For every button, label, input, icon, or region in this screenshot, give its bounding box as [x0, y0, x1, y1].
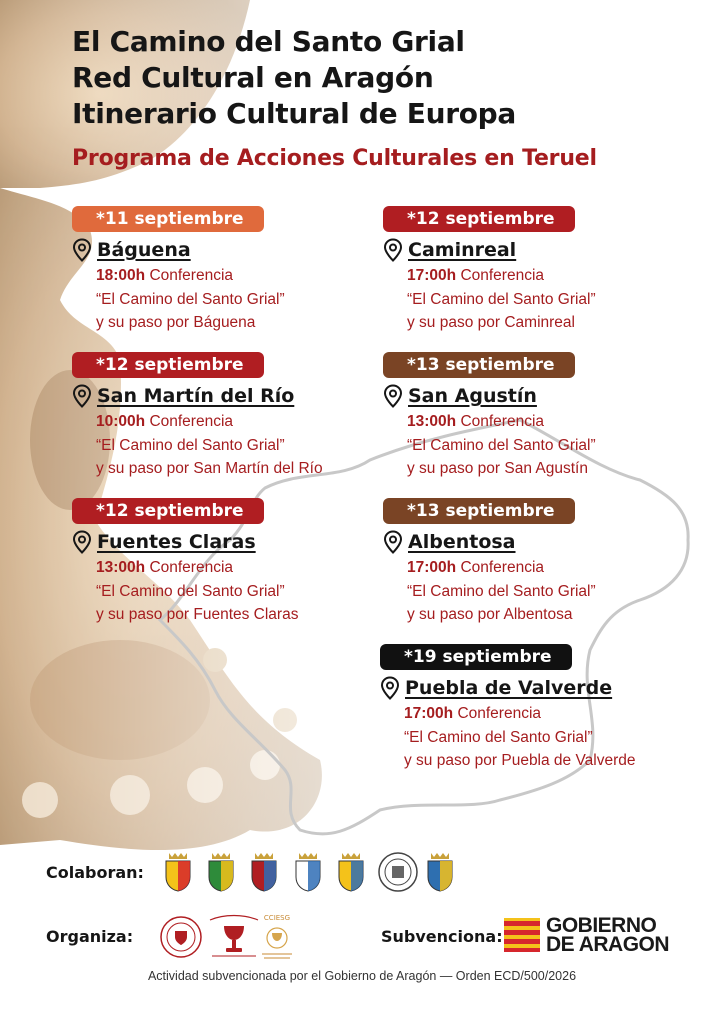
colaboran-label: Colaboran:: [46, 863, 144, 882]
event-time: 17:00h: [407, 559, 457, 576]
gobierno-de-aragon-logo: [504, 916, 669, 954]
event-location: [72, 236, 402, 264]
event-talk-title: “El Camino del Santo Grial”: [96, 436, 285, 454]
gov-logo-line1: GOBIERNO: [546, 914, 657, 937]
gov-logo-line2: DE ARAGON: [546, 933, 670, 956]
event-talk-subtitle: y su paso por Caminreal: [407, 314, 575, 331]
event-type: Conferencia: [149, 559, 234, 576]
map-pin-icon: [380, 676, 400, 700]
event-place-name: San Agustín: [408, 385, 537, 407]
event-talk-subtitle: y su paso por San Agustín: [407, 460, 588, 477]
event-location: [72, 528, 402, 556]
event-time-line: [407, 556, 713, 580]
map-pin-icon: [383, 238, 403, 262]
round-seal-icon: [377, 851, 419, 893]
event-date-badge: *13 septiembre: [383, 498, 575, 524]
event-talk-subtitle: y su paso por Puebla de Valverde: [404, 752, 636, 769]
ccesg-logo-icon: [258, 912, 296, 962]
map-pin-icon: [72, 238, 92, 262]
event-block: [72, 352, 402, 481]
society-seal-icon: [159, 915, 203, 959]
title-block: [72, 24, 516, 132]
event-talk-title: “El Camino del Santo Grial”: [407, 582, 596, 600]
map-pin-icon: [383, 384, 403, 408]
event-type: Conferencia: [149, 413, 234, 430]
event-place-name: Caminreal: [408, 239, 517, 261]
event-block: [72, 498, 402, 627]
event-place-name: Fuentes Claras: [97, 531, 256, 553]
map-pin-icon: [383, 530, 403, 554]
event-block: [383, 352, 713, 481]
town-shield-icon: [206, 851, 236, 893]
event-date-badge: *13 septiembre: [383, 352, 575, 378]
town-shield-icon: [425, 851, 455, 893]
event-type: Conferencia: [457, 705, 542, 722]
event-location: [383, 236, 713, 264]
event-time-line: [96, 410, 402, 434]
event-block: [380, 644, 710, 773]
event-talk-title: “El Camino del Santo Grial”: [96, 582, 285, 600]
town-shield-icon: [336, 851, 366, 893]
event-place-name: San Martín del Río: [97, 385, 295, 407]
event-talk-subtitle: y su paso por Albentosa: [407, 606, 573, 623]
event-date-badge: *11 septiembre: [72, 206, 264, 232]
event-location: [383, 382, 713, 410]
event-time: 17:00h: [407, 267, 457, 284]
event-place-name: Puebla de Valverde: [405, 677, 613, 699]
town-shield-icon: [249, 851, 279, 893]
event-talk-subtitle: y su paso por Fuentes Claras: [96, 606, 299, 623]
map-pin-icon: [72, 384, 92, 408]
event-place-name: Báguena: [97, 239, 191, 261]
event-talk-title: “El Camino del Santo Grial”: [96, 290, 285, 308]
grail-emblem-icon: [206, 914, 262, 960]
event-type: Conferencia: [149, 267, 234, 284]
event-location: [72, 382, 402, 410]
event-date-badge: *12 septiembre: [72, 352, 264, 378]
subsidy-footnote: Actividad subvencionada por el Gobierno de Aragón — Orden ECD/500/2026: [147, 969, 577, 983]
event-talk-title: “El Camino del Santo Grial”: [407, 290, 596, 308]
event-block: [383, 498, 713, 627]
event-type: Conferencia: [460, 559, 545, 576]
map-pin-icon: [72, 530, 92, 554]
event-talk-title: “El Camino del Santo Grial”: [404, 728, 593, 746]
event-time-line: [96, 556, 402, 580]
event-block: [72, 206, 402, 335]
town-shield-icon: [293, 851, 323, 893]
event-date-badge: *12 septiembre: [383, 206, 575, 232]
event-type: Conferencia: [460, 413, 545, 430]
organiza-label: Organiza:: [46, 927, 134, 946]
event-place-name: Albentosa: [408, 531, 516, 553]
event-date-badge: *19 septiembre: [380, 644, 572, 670]
title-line-2: Red Cultural en Aragón: [72, 61, 434, 94]
event-location: [383, 528, 713, 556]
event-time: 18:00h: [96, 267, 146, 284]
subvenciona-label: Subvenciona:: [381, 927, 503, 946]
event-talk-subtitle: y su paso por San Martín del Río: [96, 460, 323, 477]
event-time-line: [407, 264, 713, 288]
event-type: Conferencia: [460, 267, 545, 284]
event-block: [383, 206, 713, 335]
event-talk-title: “El Camino del Santo Grial”: [407, 436, 596, 454]
program-subtitle: Programa de Acciones Culturales en Teruel: [72, 146, 597, 171]
event-location: [380, 674, 710, 702]
title-line-3: Itinerario Cultural de Europa: [72, 97, 516, 130]
town-shield-icon: [163, 851, 193, 893]
event-time-line: [96, 264, 402, 288]
event-time-line: [404, 702, 710, 726]
event-date-badge: *12 septiembre: [72, 498, 264, 524]
event-time: 13:00h: [407, 413, 457, 430]
svg-text:CCIESG: CCIESG: [263, 914, 291, 922]
title-line-1: El Camino del Santo Grial: [72, 25, 465, 58]
event-time-line: [407, 410, 713, 434]
event-talk-subtitle: y su paso por Báguena: [96, 314, 256, 331]
event-time: 13:00h: [96, 559, 146, 576]
event-time: 10:00h: [96, 413, 146, 430]
event-time: 17:00h: [404, 705, 454, 722]
aragon-flag-icon: [504, 918, 540, 952]
